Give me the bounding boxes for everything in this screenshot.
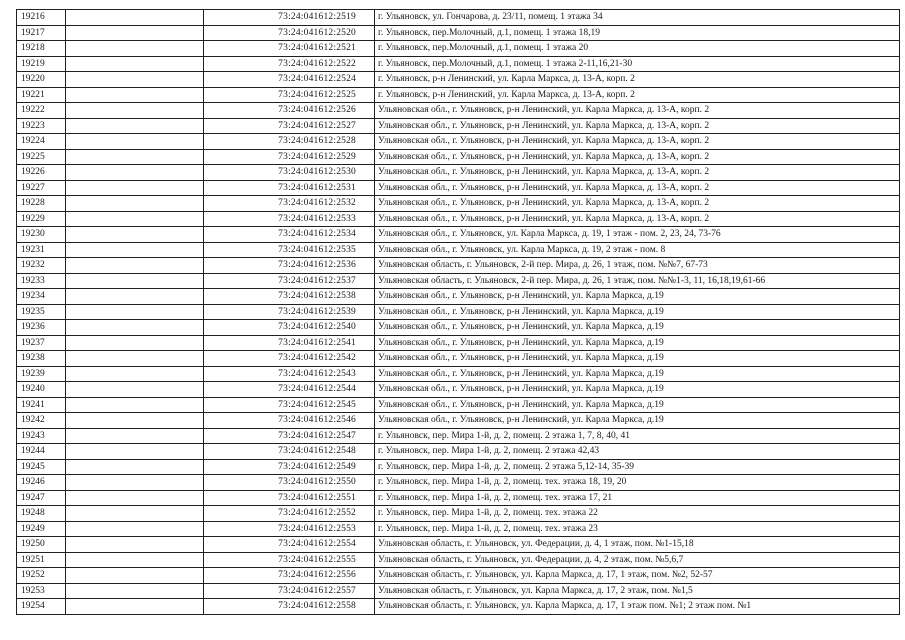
row-number-cell: 19235 bbox=[17, 304, 66, 320]
row-number-cell: 19241 bbox=[17, 397, 66, 413]
cadastral-number-cell: 73:24:041612:2530 bbox=[204, 165, 375, 181]
address-cell: г. Ульяновск, пер.Молочный, д.1, помещ. 1 этажа 2-11,16,21-30 bbox=[375, 56, 900, 72]
address-cell: Ульяновская обл., г. Ульяновск, р-н Ленинский, ул. Карла Маркса, д.19 bbox=[375, 382, 900, 398]
cadastral-number-cell: 73:24:041612:2550 bbox=[204, 475, 375, 491]
blank-cell bbox=[66, 475, 204, 491]
cadastral-number-cell: 73:24:041612:2522 bbox=[204, 56, 375, 72]
blank-cell bbox=[66, 583, 204, 599]
blank-cell bbox=[66, 25, 204, 41]
address-cell: Ульяновская область, г. Ульяновск, ул. Карла Маркса, д. 17, 1 этаж пом. №1; 2 этаж пом. №1 bbox=[375, 599, 900, 615]
cadastral-number-cell: 73:24:041612:2539 bbox=[204, 304, 375, 320]
cadastral-number-cell: 73:24:041612:2532 bbox=[204, 196, 375, 212]
table-row bbox=[17, 568, 900, 584]
address-cell: Ульяновская область, г. Ульяновск, ул. Карла Маркса, д. 17, 1 этаж, пом. №2, 52-57 bbox=[375, 568, 900, 584]
cadastral-number-cell: 73:24:041612:2546 bbox=[204, 413, 375, 429]
cadastral-number-cell: 73:24:041612:2542 bbox=[204, 351, 375, 367]
row-number-cell: 19242 bbox=[17, 413, 66, 429]
address-cell: Ульяновская область, г. Ульяновск, ул. Федерации, д. 4, 1 этаж, пом. №1-15,18 bbox=[375, 537, 900, 553]
cadastral-number-cell: 73:24:041612:2535 bbox=[204, 242, 375, 258]
address-cell: г. Ульяновск, ул. Гончарова, д. 23/11, помещ. 1 этажа 34 bbox=[375, 10, 900, 26]
blank-cell bbox=[66, 304, 204, 320]
row-number-cell: 19250 bbox=[17, 537, 66, 553]
address-cell: г. Ульяновск, пер. Мира 1-й, д. 2, помещ. 2 этажа 1, 7, 8, 40, 41 bbox=[375, 428, 900, 444]
row-number-cell: 19226 bbox=[17, 165, 66, 181]
address-cell: Ульяновская обл., г. Ульяновск, р-н Ленинский, ул. Карла Маркса, д.19 bbox=[375, 366, 900, 382]
row-number-cell: 19228 bbox=[17, 196, 66, 212]
address-cell: Ульяновская обл., г. Ульяновск, р-н Ленинский, ул. Карла Маркса, д. 13-А, корп. 2 bbox=[375, 165, 900, 181]
row-number-cell: 19240 bbox=[17, 382, 66, 398]
table-row bbox=[17, 134, 900, 150]
row-number-cell: 19230 bbox=[17, 227, 66, 243]
row-number-cell: 19231 bbox=[17, 242, 66, 258]
address-cell: г. Ульяновск, пер. Мира 1-й, д. 2, помещ. 2 этажа 42,43 bbox=[375, 444, 900, 460]
row-number-cell: 19220 bbox=[17, 72, 66, 88]
table-row bbox=[17, 180, 900, 196]
cadastral-number-cell: 73:24:041612:2520 bbox=[204, 25, 375, 41]
table-row bbox=[17, 320, 900, 336]
address-cell: г. Ульяновск, пер. Мира 1-й, д. 2, помещ. тех. этажа 18, 19, 20 bbox=[375, 475, 900, 491]
address-cell: Ульяновская обл., г. Ульяновск, р-н Ленинский, ул. Карла Маркса, д.19 bbox=[375, 304, 900, 320]
row-number-cell: 19245 bbox=[17, 459, 66, 475]
blank-cell bbox=[66, 273, 204, 289]
blank-cell bbox=[66, 320, 204, 336]
blank-cell bbox=[66, 103, 204, 119]
cadastral-number-cell: 73:24:041612:2544 bbox=[204, 382, 375, 398]
address-cell: Ульяновская обл., г. Ульяновск, р-н Ленинский, ул. Карла Маркса, д. 13-А, корп. 2 bbox=[375, 196, 900, 212]
cadastral-number-cell: 73:24:041612:2558 bbox=[204, 599, 375, 615]
address-cell: г. Ульяновск, пер.Молочный, д.1, помещ. 1 этажа 18,19 bbox=[375, 25, 900, 41]
blank-cell bbox=[66, 72, 204, 88]
row-number-cell: 19252 bbox=[17, 568, 66, 584]
blank-cell bbox=[66, 196, 204, 212]
blank-cell bbox=[66, 41, 204, 57]
cadastral-number-cell: 73:24:041612:2534 bbox=[204, 227, 375, 243]
cadastral-number-cell: 73:24:041612:2527 bbox=[204, 118, 375, 134]
table-row bbox=[17, 490, 900, 506]
table-row bbox=[17, 382, 900, 398]
blank-cell bbox=[66, 351, 204, 367]
blank-cell bbox=[66, 10, 204, 26]
document-page bbox=[16, 9, 899, 615]
blank-cell bbox=[66, 165, 204, 181]
row-number-cell: 19244 bbox=[17, 444, 66, 460]
table-row bbox=[17, 335, 900, 351]
address-cell: Ульяновская обл., г. Ульяновск, р-н Ленинский, ул. Карла Маркса, д. 13-А, корп. 2 bbox=[375, 180, 900, 196]
row-number-cell: 19218 bbox=[17, 41, 66, 57]
blank-cell bbox=[66, 428, 204, 444]
cadastral-number-cell: 73:24:041612:2541 bbox=[204, 335, 375, 351]
table-row bbox=[17, 72, 900, 88]
blank-cell bbox=[66, 56, 204, 72]
table-row bbox=[17, 599, 900, 615]
cadastral-number-cell: 73:24:041612:2543 bbox=[204, 366, 375, 382]
row-number-cell: 19227 bbox=[17, 180, 66, 196]
row-number-cell: 19229 bbox=[17, 211, 66, 227]
cadastral-number-cell: 73:24:041612:2538 bbox=[204, 289, 375, 305]
address-cell: Ульяновская область, г. Ульяновск, ул. Карла Маркса, д. 17, 2 этаж, пом. №1,5 bbox=[375, 583, 900, 599]
blank-cell bbox=[66, 521, 204, 537]
cadastral-number-cell: 73:24:041612:2540 bbox=[204, 320, 375, 336]
cadastral-number-cell: 73:24:041612:2537 bbox=[204, 273, 375, 289]
address-cell: г. Ульяновск, пер. Мира 1-й, д. 2, помещ. тех. этажа 23 bbox=[375, 521, 900, 537]
address-cell: г. Ульяновск, пер. Мира 1-й, д. 2, помещ. 2 этажа 5,12-14, 35-39 bbox=[375, 459, 900, 475]
address-cell: Ульяновская область, г. Ульяновск, 2-й пер. Мира, д. 26, 1 этаж, пом. №№7, 67-73 bbox=[375, 258, 900, 274]
address-cell: Ульяновская обл., г. Ульяновск, ул. Карла Маркса, д. 19, 2 этаж - пом. 8 bbox=[375, 242, 900, 258]
cadastral-number-cell: 73:24:041612:2533 bbox=[204, 211, 375, 227]
blank-cell bbox=[66, 134, 204, 150]
table-row bbox=[17, 118, 900, 134]
row-number-cell: 19234 bbox=[17, 289, 66, 305]
row-number-cell: 19239 bbox=[17, 366, 66, 382]
row-number-cell: 19249 bbox=[17, 521, 66, 537]
address-cell: Ульяновская обл., г. Ульяновск, ул. Карла Маркса, д. 19, 1 этаж - пом. 2, 23, 24, 73-76 bbox=[375, 227, 900, 243]
table-row bbox=[17, 103, 900, 119]
table-row bbox=[17, 366, 900, 382]
address-cell: г. Ульяновск, пер. Мира 1-й, д. 2, помещ. тех. этажа 22 bbox=[375, 506, 900, 522]
cadastral-number-cell: 73:24:041612:2529 bbox=[204, 149, 375, 165]
address-cell: г. Ульяновск, р-н Ленинский, ул. Карла Маркса, д. 13-А, корп. 2 bbox=[375, 72, 900, 88]
address-cell: Ульяновская обл., г. Ульяновск, р-н Ленинский, ул. Карла Маркса, д. 13-А, корп. 2 bbox=[375, 118, 900, 134]
table-row bbox=[17, 428, 900, 444]
cadastral-number-cell: 73:24:041612:2528 bbox=[204, 134, 375, 150]
address-cell: Ульяновская обл., г. Ульяновск, р-н Ленинский, ул. Карла Маркса, д. 13-А, корп. 2 bbox=[375, 134, 900, 150]
row-number-cell: 19247 bbox=[17, 490, 66, 506]
table-row bbox=[17, 475, 900, 491]
table-row bbox=[17, 41, 900, 57]
cadastral-number-cell: 73:24:041612:2531 bbox=[204, 180, 375, 196]
cadastral-number-cell: 73:24:041612:2526 bbox=[204, 103, 375, 119]
address-cell: г. Ульяновск, пер. Мира 1-й, д. 2, помещ. тех. этажа 17, 21 bbox=[375, 490, 900, 506]
row-number-cell: 19243 bbox=[17, 428, 66, 444]
blank-cell bbox=[66, 335, 204, 351]
blank-cell bbox=[66, 258, 204, 274]
blank-cell bbox=[66, 599, 204, 615]
table-row bbox=[17, 459, 900, 475]
blank-cell bbox=[66, 537, 204, 553]
blank-cell bbox=[66, 490, 204, 506]
blank-cell bbox=[66, 366, 204, 382]
address-cell: Ульяновская обл., г. Ульяновск, р-н Ленинский, ул. Карла Маркса, д.19 bbox=[375, 413, 900, 429]
table-row bbox=[17, 304, 900, 320]
table-row bbox=[17, 25, 900, 41]
cadastral-number-cell: 73:24:041612:2545 bbox=[204, 397, 375, 413]
table-row bbox=[17, 87, 900, 103]
row-number-cell: 19246 bbox=[17, 475, 66, 491]
table-row bbox=[17, 289, 900, 305]
table-row bbox=[17, 149, 900, 165]
address-cell: Ульяновская обл., г. Ульяновск, р-н Ленинский, ул. Карла Маркса, д.19 bbox=[375, 289, 900, 305]
cadastral-number-cell: 73:24:041612:2553 bbox=[204, 521, 375, 537]
blank-cell bbox=[66, 242, 204, 258]
blank-cell bbox=[66, 180, 204, 196]
blank-cell bbox=[66, 382, 204, 398]
cadastral-number-cell: 73:24:041612:2524 bbox=[204, 72, 375, 88]
address-cell: Ульяновская обл., г. Ульяновск, р-н Ленинский, ул. Карла Маркса, д.19 bbox=[375, 335, 900, 351]
cadastral-number-cell: 73:24:041612:2555 bbox=[204, 552, 375, 568]
row-number-cell: 19253 bbox=[17, 583, 66, 599]
blank-cell bbox=[66, 397, 204, 413]
table-row bbox=[17, 258, 900, 274]
table-row bbox=[17, 196, 900, 212]
cadastral-number-cell: 73:24:041612:2556 bbox=[204, 568, 375, 584]
table-row bbox=[17, 273, 900, 289]
row-number-cell: 19238 bbox=[17, 351, 66, 367]
row-number-cell: 19222 bbox=[17, 103, 66, 119]
cadastral-number-cell: 73:24:041612:2548 bbox=[204, 444, 375, 460]
cadastral-number-cell: 73:24:041612:2519 bbox=[204, 10, 375, 26]
blank-cell bbox=[66, 506, 204, 522]
cadastral-number-cell: 73:24:041612:2521 bbox=[204, 41, 375, 57]
address-cell: Ульяновская обл., г. Ульяновск, р-н Ленинский, ул. Карла Маркса, д. 13-А, корп. 2 bbox=[375, 103, 900, 119]
blank-cell bbox=[66, 227, 204, 243]
row-number-cell: 19219 bbox=[17, 56, 66, 72]
blank-cell bbox=[66, 289, 204, 305]
row-number-cell: 19216 bbox=[17, 10, 66, 26]
blank-cell bbox=[66, 413, 204, 429]
address-cell: Ульяновская обл., г. Ульяновск, р-н Ленинский, ул. Карла Маркса, д.19 bbox=[375, 397, 900, 413]
table-row bbox=[17, 351, 900, 367]
blank-cell bbox=[66, 211, 204, 227]
row-number-cell: 19217 bbox=[17, 25, 66, 41]
blank-cell bbox=[66, 459, 204, 475]
table-row bbox=[17, 413, 900, 429]
table-row bbox=[17, 506, 900, 522]
table-row bbox=[17, 397, 900, 413]
table-row bbox=[17, 242, 900, 258]
row-number-cell: 19248 bbox=[17, 506, 66, 522]
table-row bbox=[17, 56, 900, 72]
address-cell: Ульяновская область, г. Ульяновск, ул. Федерации, д. 4, 2 этаж, пом. №5,6,7 bbox=[375, 552, 900, 568]
row-number-cell: 19225 bbox=[17, 149, 66, 165]
row-number-cell: 19254 bbox=[17, 599, 66, 615]
cadastral-table bbox=[16, 9, 900, 615]
address-cell: Ульяновская обл., г. Ульяновск, р-н Ленинский, ул. Карла Маркса, д.19 bbox=[375, 320, 900, 336]
row-number-cell: 19232 bbox=[17, 258, 66, 274]
blank-cell bbox=[66, 87, 204, 103]
row-number-cell: 19236 bbox=[17, 320, 66, 336]
blank-cell bbox=[66, 149, 204, 165]
table-body bbox=[17, 10, 900, 615]
address-cell: Ульяновская область, г. Ульяновск, 2-й пер. Мира, д. 26, 1 этаж, пом. №№1-3, 11, 16,18,19,61-66 bbox=[375, 273, 900, 289]
cadastral-number-cell: 73:24:041612:2525 bbox=[204, 87, 375, 103]
address-cell: Ульяновская обл., г. Ульяновск, р-н Ленинский, ул. Карла Маркса, д. 13-А, корп. 2 bbox=[375, 211, 900, 227]
blank-cell bbox=[66, 444, 204, 460]
row-number-cell: 19221 bbox=[17, 87, 66, 103]
address-cell: Ульяновская обл., г. Ульяновск, р-н Ленинский, ул. Карла Маркса, д.19 bbox=[375, 351, 900, 367]
table-row bbox=[17, 10, 900, 26]
table-row bbox=[17, 444, 900, 460]
row-number-cell: 19223 bbox=[17, 118, 66, 134]
blank-cell bbox=[66, 118, 204, 134]
table-row bbox=[17, 552, 900, 568]
row-number-cell: 19233 bbox=[17, 273, 66, 289]
cadastral-number-cell: 73:24:041612:2549 bbox=[204, 459, 375, 475]
table-row bbox=[17, 211, 900, 227]
table-row bbox=[17, 521, 900, 537]
row-number-cell: 19237 bbox=[17, 335, 66, 351]
cadastral-number-cell: 73:24:041612:2551 bbox=[204, 490, 375, 506]
row-number-cell: 19251 bbox=[17, 552, 66, 568]
table-row bbox=[17, 583, 900, 599]
address-cell: г. Ульяновск, пер.Молочный, д.1, помещ. 1 этажа 20 bbox=[375, 41, 900, 57]
cadastral-number-cell: 73:24:041612:2552 bbox=[204, 506, 375, 522]
table-row bbox=[17, 537, 900, 553]
address-cell: г. Ульяновск, р-н Ленинский, ул. Карла Маркса, д. 13-А, корп. 2 bbox=[375, 87, 900, 103]
cadastral-number-cell: 73:24:041612:2557 bbox=[204, 583, 375, 599]
blank-cell bbox=[66, 552, 204, 568]
cadastral-number-cell: 73:24:041612:2554 bbox=[204, 537, 375, 553]
table-row bbox=[17, 165, 900, 181]
cadastral-number-cell: 73:24:041612:2536 bbox=[204, 258, 375, 274]
table-row bbox=[17, 227, 900, 243]
row-number-cell: 19224 bbox=[17, 134, 66, 150]
address-cell: Ульяновская обл., г. Ульяновск, р-н Ленинский, ул. Карла Маркса, д. 13-А, корп. 2 bbox=[375, 149, 900, 165]
cadastral-number-cell: 73:24:041612:2547 bbox=[204, 428, 375, 444]
blank-cell bbox=[66, 568, 204, 584]
